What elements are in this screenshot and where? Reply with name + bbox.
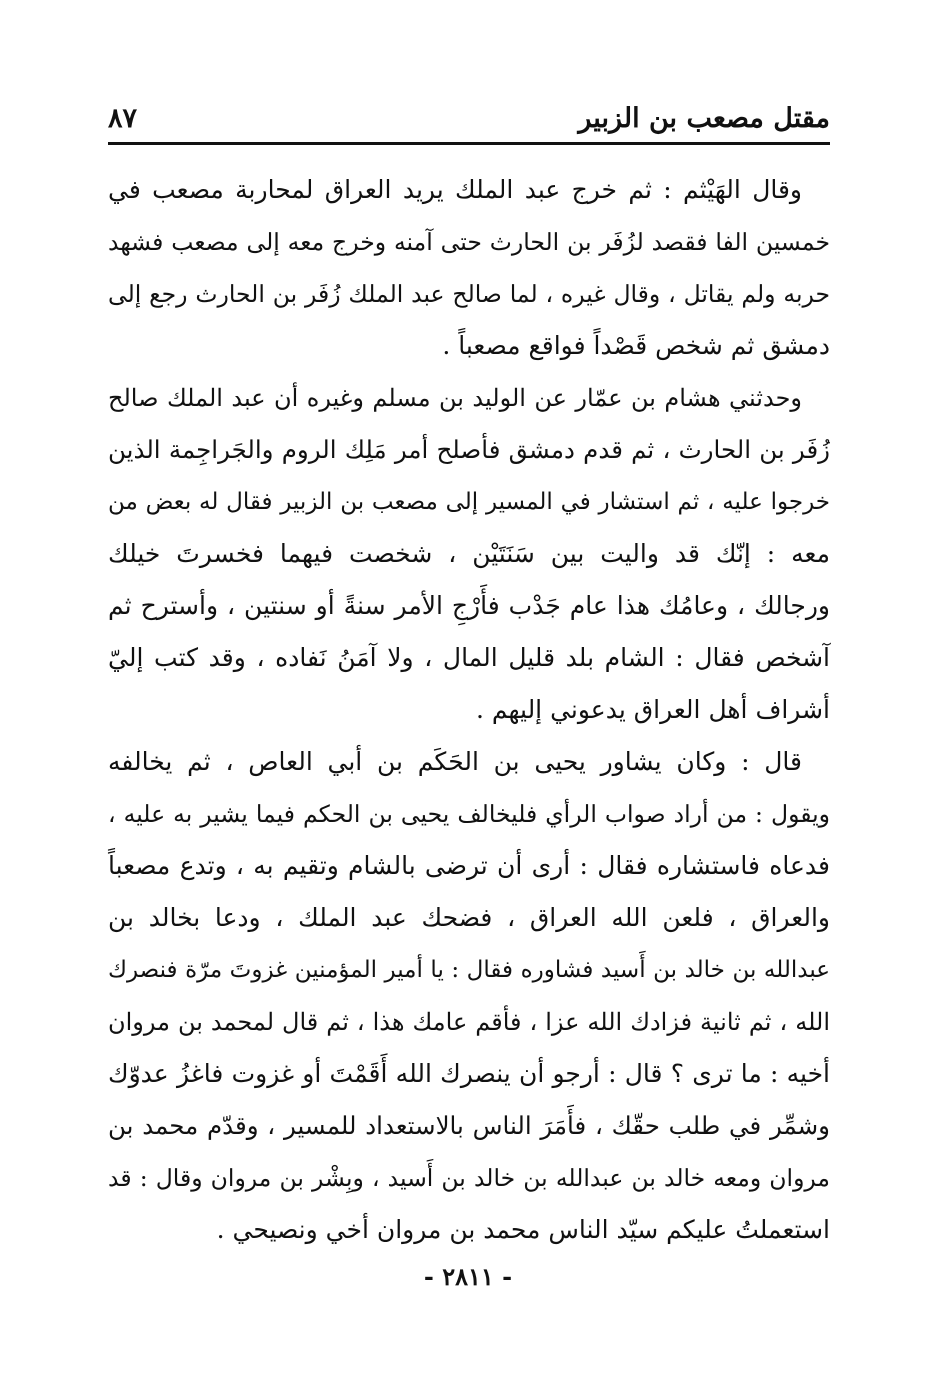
text-line: ورجالك ، وعامُك هذا عام جَدْب فأَرْجِ الأمر سنةً أو سنتين ، وأسترح ثم <box>108 591 830 620</box>
text-line: فدعاه فاستشاره فقال : أرى أن ترضى بالشام وتقيم به ، وتدع مصعباً <box>108 851 830 880</box>
text-line: الله ، ثم ثانية فزادك الله عزا ، فأقم عامك هذا ، ثم قال لمحمد بن مروان <box>108 1008 830 1036</box>
text-line: قال : وكان يشاور يحيى بن الحَكَم بن أبي العاص ، ثم يخالفه <box>108 747 802 776</box>
header-page-number: ٨٧ <box>108 103 138 134</box>
chapter-title: مقتل مصعب بن الزبير <box>578 103 830 134</box>
paragraph-3 <box>108 736 830 1256</box>
text-line: ويقول : من أراد صواب الرأي فليخالف يحيى بن الحكم فيما يشير به عليه ، <box>108 800 830 828</box>
text-line: وقال الهَيْثم : ثم خرج عبد الملك يريد العراق لمحاربة مصعب في <box>108 175 802 204</box>
text-line: زُفَر بن الحارث ، ثم قدم دمشق فأصلح أمر مَلِك الروم والجَراجِمة الذين <box>108 435 830 464</box>
paragraph-2 <box>108 372 830 736</box>
header-divider <box>108 142 830 145</box>
text-line: أشراف أهل العراق يدعوني إليهم . <box>475 695 830 724</box>
paragraph-1 <box>108 164 830 372</box>
text-line: وشمِّر في طلب حقّك ، فأَمَرَ الناس بالاستعداد للمسير ، وقدّم محمد بن <box>108 1111 830 1140</box>
text-line: والعراق ، فلعن الله العراق ، فضحك عبد الملك ، ودعا بخالد بن <box>108 903 830 932</box>
text-line: حربه ولم يقاتل ، وقال غيره ، لما صالح عبد الملك زُفَر بن الحارث رجع إلى <box>108 280 830 308</box>
text-line: عبدالله بن خالد بن أَسيد فشاوره فقال : يا أمير المؤمنين غزوتَ مرّة فنصرك <box>108 957 830 983</box>
body-text <box>108 164 830 1256</box>
text-line: أخيه : ما ترى ؟ قال : أرجو أن ينصرك الله أَقَمْتَ أو غزوت فاغزُ عدوّك <box>108 1059 830 1088</box>
running-header <box>108 96 830 142</box>
text-line: آشخص فقال : الشام بلد قليل المال ، ولا آمَنُ نَفاده ، وقد كتب إليّ <box>108 643 830 672</box>
text-line: دمشق ثم شخص قَصْداً فواقع مصعباً . <box>442 331 830 360</box>
text-line: معه : إنّك قد واليت بين سَنَتَيْن ، شخصت فيهما فخسرتَ خيلك <box>108 539 830 568</box>
footer-page-marker: - ٢٨١١ - <box>423 1262 513 1291</box>
text-line: خرجوا عليه ، ثم استشار في المسير إلى مصعب بن الزبير فقال له بعض من <box>108 489 830 515</box>
text-line: خمسين الفا فقصد لزُفَر بن الحارث حتى آمنه وخرج معه إلى مصعب فشهد <box>108 228 830 256</box>
text-line: وحدثني هشام بن عمّار عن الوليد بن مسلم وغيره أن عبد الملك صالح <box>108 384 802 412</box>
text-line: استعملتُ عليكم سيّد الناس محمد بن مروان أخي ونصيحي . <box>216 1215 830 1244</box>
text-line: مروان ومعه خالد بن عبدالله بن خالد بن أَسيد ، وبِشْر بن مروان وقال : قد <box>108 1164 830 1192</box>
